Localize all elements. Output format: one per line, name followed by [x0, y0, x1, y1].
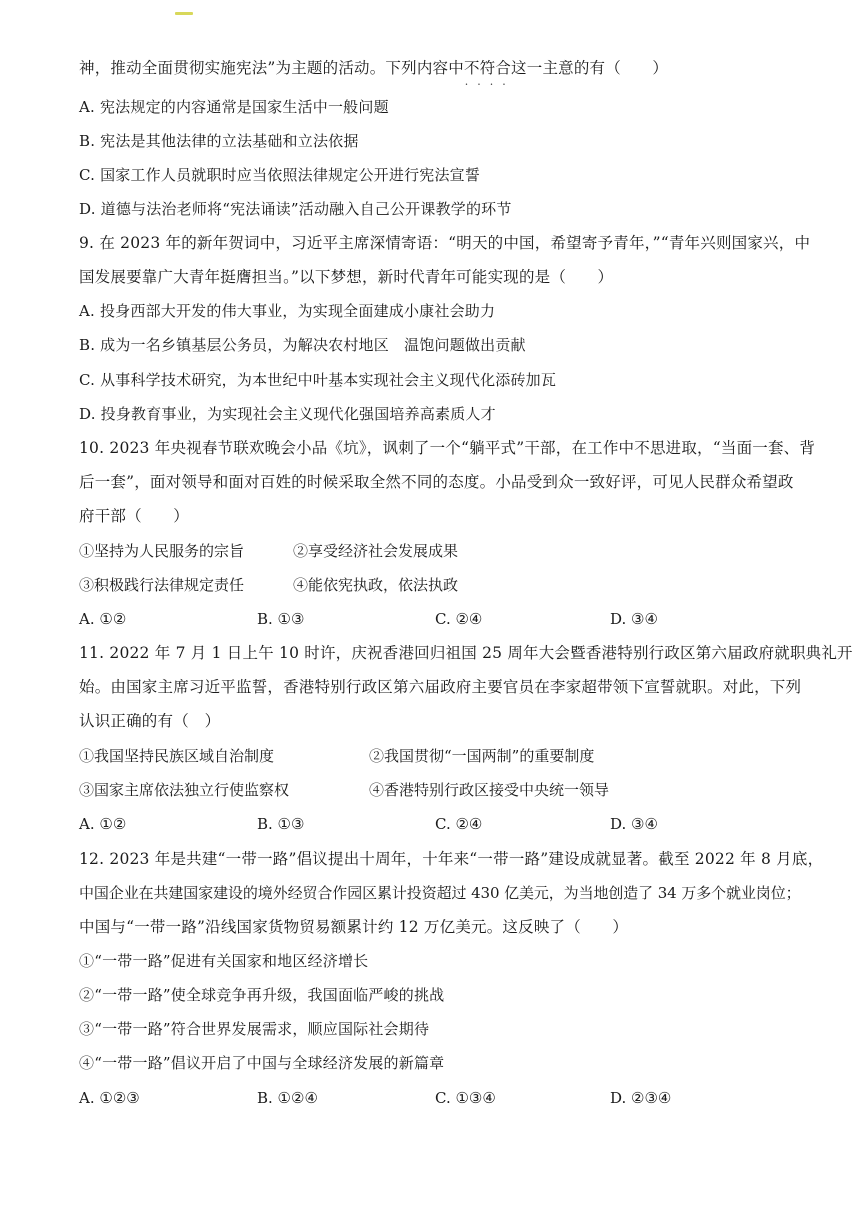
q12-stem-line-3: 中国与“一带一路”沿线国家货物贸易额累计约 12 万亿美元。这反映了（ ） — [79, 918, 629, 936]
q11-stem-line-2: 始。由国家主席习近平监誓，香港特别行政区第六届政府主要官员在李家超带领下宣誓就职。对此，下列 — [79, 678, 802, 696]
q12-item-4: ④“一带一路”倡议开启了中国与全球经济发展的新篇章 — [79, 1054, 445, 1072]
q8-stem-text: 神，推动全面贯彻实施宪法”为主题的活动。下列内容中 — [79, 59, 464, 77]
q10-choice-d: D. ③④ — [610, 610, 658, 628]
q10-item-4: ④能依宪执政，依法执政 — [293, 576, 459, 594]
q12-choice-b: B. ①②④ — [257, 1089, 318, 1107]
q12-choice-a: A. ①②③ — [79, 1089, 140, 1107]
q12-item-1: ①“一带一路”促进有关国家和地区经济增长 — [79, 952, 369, 970]
q10-items-row-1 — [79, 541, 827, 561]
q9-stem-line-1: 9. 在 2023 年的新年贺词中，习近平主席深情寄语：“明天的中国，希望寄予青年，”“青年兴则国家兴，中 — [79, 234, 811, 252]
q12-choices — [79, 1088, 827, 1108]
q11-choice-a: A. ①② — [79, 815, 127, 833]
q10-item-2: ②享受经济社会发展成果 — [293, 542, 459, 560]
q12-stem-line-1: 12. 2023 年是共建“一带一路”倡议提出十周年，十年来“一带一路”建设成就显著。截至 2022 年 8 月底， — [79, 850, 824, 868]
q10-item-3: ③积极践行法律规定责任 — [79, 576, 245, 594]
q8-stem-text-end: 这一主意的有（ ） — [511, 59, 669, 77]
q8-option-b: B. 宪法是其他法律的立法基础和立法依据 — [79, 132, 359, 150]
q11-items-row-1 — [79, 746, 827, 766]
q9-option-b: B. 成为一名乡镇基层公务员，为解决农村地区 温饱问题做出贡献 — [79, 336, 526, 354]
q10-choice-a: A. ①② — [79, 610, 127, 628]
q12-choice-c: C. ①③④ — [435, 1089, 496, 1107]
q12-item-2: ②“一带一路”使全球竞争再升级，我国面临严峻的挑战 — [79, 986, 445, 1004]
q9-option-d: D. 投身教育事业，为实现社会主义现代化强国培养高素质人才 — [79, 405, 496, 423]
q8-stem-emphasis: 不符合 • • • • — [464, 58, 511, 78]
q12-choice-d: D. ②③④ — [610, 1089, 672, 1107]
q11-stem-line-1: 11. 2022 年 7 月 1 日上午 10 时许，庆祝香港回归祖国 25 周年大会暨香港特别行政区第六届政府就职典礼开 — [79, 644, 853, 662]
q8-option-a: A. 宪法规定的内容通常是国家生活中一般问题 — [79, 98, 389, 116]
q11-item-2: ②我国贯彻“一国两制”的重要制度 — [369, 747, 595, 765]
q12-stem-line-2: 中国企业在共建国家建设的境外经贸合作园区累计投资超过 430 亿美元，为当地创造了 34 万多个就业岗位； — [79, 884, 801, 902]
q8-stem — [79, 58, 827, 78]
q10-items-row-2 — [79, 575, 827, 595]
q9-stem-line-2: 国发展要靠广大青年挺膺担当。”以下梦想，新时代青年可能实现的是（ ） — [79, 268, 614, 286]
q11-items-row-2 — [79, 780, 827, 800]
q11-item-3: ③国家主席依法独立行使监察权 — [79, 781, 290, 799]
q11-choices — [79, 814, 827, 834]
q9-option-a: A. 投身西部大开发的伟大事业，为实现全面建成小康社会助力 — [79, 302, 496, 320]
q11-choice-c: C. ②④ — [435, 815, 483, 833]
q10-stem-line-2: 后一套”，面对领导和面对百姓的时候采取全然不同的态度。小品受到众一致好评，可见人民群众希望政 — [79, 473, 794, 491]
q10-stem-line-3: 府干部（ ） — [79, 507, 189, 525]
q10-stem-line-1: 10. 2023 年央视春节联欢晚会小品《坑》，讽刺了一个“躺平式”干部，在工作中不思进取，“当面一套、背 — [79, 439, 816, 457]
q10-choice-c: C. ②④ — [435, 610, 483, 628]
q11-item-4: ④香港特别行政区接受中央统一领导 — [369, 781, 610, 799]
q8-option-c: C. 国家工作人员就职时应当依照法律规定公开进行宪法宣誓 — [79, 166, 481, 184]
scan-mark — [175, 12, 193, 15]
q10-item-1: ①坚持为人民服务的宗旨 — [79, 542, 245, 560]
q8-option-d: D. 道德与法治老师将“宪法诵读”活动融入自己公开课教学的环节 — [79, 200, 512, 218]
q12-item-3: ③“一带一路”符合世界发展需求，顺应国际社会期待 — [79, 1020, 430, 1038]
q11-choice-b: B. ①③ — [257, 815, 305, 833]
q11-item-1: ①我国坚持民族区域自治制度 — [79, 747, 275, 765]
q10-choice-b: B. ①③ — [257, 610, 305, 628]
q9-option-c: C. 从事科学技术研究，为本世纪中叶基本实现社会主义现代化添砖加瓦 — [79, 371, 557, 389]
q11-stem-line-3: 认识正确的有（ ） — [79, 712, 221, 730]
q10-choices — [79, 609, 827, 629]
q11-choice-d: D. ③④ — [610, 815, 658, 833]
